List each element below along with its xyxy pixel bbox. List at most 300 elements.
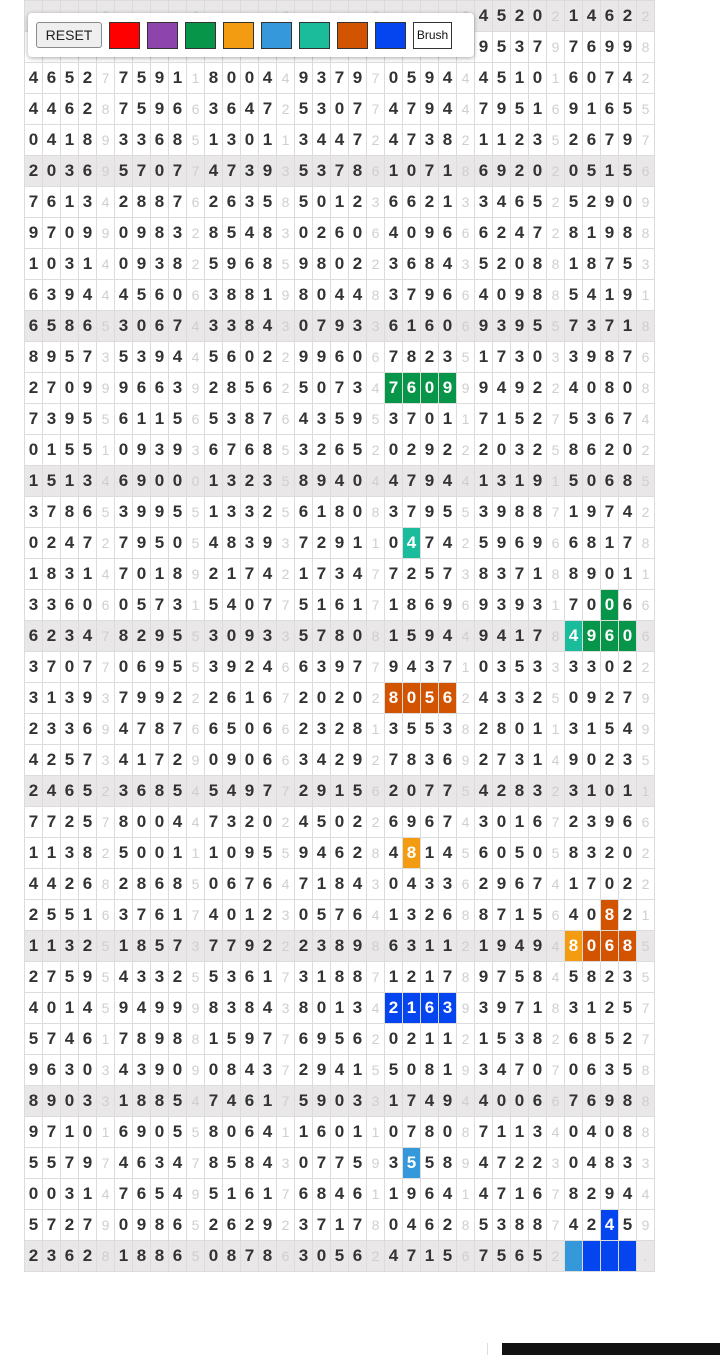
grid-cell[interactable]: 1: [79, 559, 97, 590]
grid-cell[interactable]: 0: [601, 776, 619, 807]
grid-cell[interactable]: 2: [601, 683, 619, 714]
grid-cell[interactable]: 8: [205, 218, 223, 249]
grid-cell[interactable]: 9: [295, 249, 313, 280]
grid-cell[interactable]: 4: [385, 218, 403, 249]
grid-cell[interactable]: 5: [565, 187, 583, 218]
grid-cell[interactable]: 5: [61, 435, 79, 466]
grid-cell[interactable]: 2: [385, 993, 403, 1024]
grid-cell[interactable]: 6: [601, 94, 619, 125]
grid-cell[interactable]: 5: [241, 373, 259, 404]
grid-cell[interactable]: 7: [439, 807, 457, 838]
grid-cell[interactable]: 1: [25, 838, 43, 869]
grid-cell[interactable]: 1: [457, 652, 475, 683]
grid-cell[interactable]: 3: [349, 1086, 367, 1117]
grid-cell[interactable]: 7: [421, 776, 439, 807]
grid-cell[interactable]: 7: [241, 1241, 259, 1272]
grid-cell[interactable]: 8: [97, 869, 115, 900]
grid-cell[interactable]: 3: [313, 714, 331, 745]
grid-cell[interactable]: 3: [295, 745, 313, 776]
grid-cell[interactable]: 0: [205, 745, 223, 776]
grid-cell[interactable]: 4: [439, 94, 457, 125]
grid-cell[interactable]: 5: [205, 962, 223, 993]
grid-cell[interactable]: 5: [295, 373, 313, 404]
grid-cell[interactable]: 2: [25, 962, 43, 993]
grid-cell[interactable]: 5: [475, 1210, 493, 1241]
grid-cell[interactable]: 9: [133, 1117, 151, 1148]
grid-cell[interactable]: 3: [25, 652, 43, 683]
grid-cell[interactable]: 2: [313, 528, 331, 559]
grid-cell[interactable]: 4: [115, 745, 133, 776]
grid-cell[interactable]: 6: [457, 590, 475, 621]
grid-cell[interactable]: 0: [25, 1179, 43, 1210]
grid-cell[interactable]: 9: [619, 32, 637, 63]
grid-cell[interactable]: 7: [493, 342, 511, 373]
grid-cell[interactable]: 1: [61, 1117, 79, 1148]
grid-cell[interactable]: 7: [475, 94, 493, 125]
grid-cell[interactable]: 4: [583, 1148, 601, 1179]
grid-cell[interactable]: 7: [331, 900, 349, 931]
grid-cell[interactable]: 6: [637, 156, 655, 187]
grid-cell[interactable]: 8: [619, 466, 637, 497]
grid-cell[interactable]: 5: [169, 776, 187, 807]
grid-cell[interactable]: 6: [385, 311, 403, 342]
grid-cell[interactable]: 8: [223, 528, 241, 559]
grid-cell[interactable]: 1: [349, 528, 367, 559]
grid-cell[interactable]: 3: [385, 249, 403, 280]
grid-cell[interactable]: 9: [151, 1055, 169, 1086]
grid-cell[interactable]: 5: [61, 63, 79, 94]
grid-cell[interactable]: 3: [277, 621, 295, 652]
grid-cell[interactable]: 3: [529, 1117, 547, 1148]
grid-cell[interactable]: 5: [601, 714, 619, 745]
grid-cell[interactable]: 9: [637, 187, 655, 218]
grid-cell[interactable]: 5: [97, 931, 115, 962]
grid-cell[interactable]: 6: [421, 590, 439, 621]
grid-cell[interactable]: 7: [277, 1055, 295, 1086]
grid-cell[interactable]: 1: [619, 776, 637, 807]
grid-cell[interactable]: 4: [97, 249, 115, 280]
grid-cell[interactable]: 2: [25, 776, 43, 807]
grid-cell[interactable]: 4: [25, 94, 43, 125]
grid-cell[interactable]: 7: [475, 404, 493, 435]
grid-cell[interactable]: 4: [187, 776, 205, 807]
grid-cell[interactable]: 1: [547, 63, 565, 94]
grid-cell[interactable]: 5: [493, 63, 511, 94]
grid-cell[interactable]: 6: [115, 1117, 133, 1148]
grid-cell[interactable]: 7: [403, 1117, 421, 1148]
grid-cell[interactable]: 3: [511, 342, 529, 373]
grid-cell[interactable]: 1: [313, 590, 331, 621]
grid-cell[interactable]: 2: [313, 435, 331, 466]
grid-cell[interactable]: 0: [331, 94, 349, 125]
grid-cell[interactable]: 8: [637, 311, 655, 342]
grid-cell[interactable]: 0: [349, 683, 367, 714]
grid-cell[interactable]: 3: [439, 342, 457, 373]
grid-cell[interactable]: 5: [295, 94, 313, 125]
grid-cell[interactable]: 9: [529, 528, 547, 559]
grid-cell[interactable]: 5: [619, 156, 637, 187]
grid-cell[interactable]: 4: [97, 280, 115, 311]
grid-cell[interactable]: 6: [475, 838, 493, 869]
grid-cell[interactable]: 0: [349, 218, 367, 249]
grid-cell[interactable]: 9: [421, 218, 439, 249]
grid-cell[interactable]: 1: [205, 838, 223, 869]
grid-cell[interactable]: 7: [133, 900, 151, 931]
grid-cell[interactable]: 7: [241, 559, 259, 590]
swatch-light-blue[interactable]: [261, 22, 292, 49]
grid-cell[interactable]: 4: [457, 807, 475, 838]
grid-cell[interactable]: 9: [601, 1086, 619, 1117]
grid-cell[interactable]: 9: [331, 652, 349, 683]
grid-cell[interactable]: 0: [619, 187, 637, 218]
grid-cell[interactable]: 6: [511, 528, 529, 559]
grid-cell[interactable]: 9: [367, 1148, 385, 1179]
grid-cell[interactable]: 9: [187, 745, 205, 776]
grid-cell[interactable]: 6: [151, 125, 169, 156]
grid-cell[interactable]: 7: [619, 528, 637, 559]
grid-cell[interactable]: 6: [439, 218, 457, 249]
grid-cell[interactable]: 6: [187, 94, 205, 125]
grid-cell[interactable]: 0: [385, 1210, 403, 1241]
grid-cell[interactable]: 6: [583, 125, 601, 156]
grid-cell[interactable]: 6: [331, 435, 349, 466]
grid-cell[interactable]: 6: [367, 776, 385, 807]
grid-cell[interactable]: 6: [241, 962, 259, 993]
grid-cell[interactable]: 2: [547, 187, 565, 218]
grid-cell[interactable]: 9: [79, 218, 97, 249]
grid-cell[interactable]: 8: [601, 373, 619, 404]
grid-cell[interactable]: 9: [241, 838, 259, 869]
grid-cell[interactable]: 0: [439, 1117, 457, 1148]
grid-cell[interactable]: 7: [79, 342, 97, 373]
grid-cell[interactable]: 9: [25, 218, 43, 249]
grid-cell[interactable]: 2: [403, 962, 421, 993]
grid-cell[interactable]: 3: [565, 342, 583, 373]
grid-cell[interactable]: 2: [637, 435, 655, 466]
grid-cell[interactable]: 6: [565, 1024, 583, 1055]
grid-cell[interactable]: 5: [457, 776, 475, 807]
grid-cell[interactable]: 3: [367, 869, 385, 900]
grid-cell[interactable]: 4: [403, 652, 421, 683]
grid-cell[interactable]: 7: [151, 745, 169, 776]
grid-cell[interactable]: 9: [313, 1055, 331, 1086]
grid-cell[interactable]: 6: [259, 745, 277, 776]
grid-cell[interactable]: 9: [421, 466, 439, 497]
grid-cell[interactable]: 4: [583, 280, 601, 311]
grid-cell[interactable]: 2: [43, 745, 61, 776]
grid-cell[interactable]: 9: [97, 125, 115, 156]
grid-cell[interactable]: 7: [403, 1086, 421, 1117]
grid-cell[interactable]: 5: [421, 714, 439, 745]
grid-cell[interactable]: 1: [115, 1086, 133, 1117]
grid-cell[interactable]: 6: [601, 466, 619, 497]
grid-cell[interactable]: 2: [619, 869, 637, 900]
grid-cell[interactable]: 7: [511, 993, 529, 1024]
grid-cell[interactable]: 4: [295, 404, 313, 435]
grid-cell[interactable]: 9: [583, 559, 601, 590]
grid-cell[interactable]: 0: [61, 373, 79, 404]
grid-cell[interactable]: 1: [61, 466, 79, 497]
grid-cell[interactable]: 9: [583, 621, 601, 652]
grid-cell[interactable]: 6: [25, 280, 43, 311]
grid-cell[interactable]: 6: [565, 528, 583, 559]
grid-cell[interactable]: 4: [79, 280, 97, 311]
grid-cell[interactable]: 0: [115, 435, 133, 466]
grid-cell[interactable]: 0: [79, 590, 97, 621]
grid-cell[interactable]: 3: [385, 714, 403, 745]
grid-cell[interactable]: 2: [79, 94, 97, 125]
grid-cell[interactable]: 5: [457, 838, 475, 869]
grid-cell[interactable]: 2: [295, 683, 313, 714]
grid-cell[interactable]: 3: [223, 404, 241, 435]
grid-cell[interactable]: 2: [475, 745, 493, 776]
grid-cell[interactable]: 9: [331, 311, 349, 342]
grid-cell[interactable]: 0: [43, 1179, 61, 1210]
grid-cell[interactable]: 3: [169, 218, 187, 249]
grid-cell[interactable]: 1: [349, 1055, 367, 1086]
grid-cell[interactable]: 8: [169, 869, 187, 900]
grid-cell[interactable]: 5: [619, 249, 637, 280]
grid-cell[interactable]: 4: [169, 342, 187, 373]
grid-cell[interactable]: 3: [367, 187, 385, 218]
grid-cell[interactable]: 1: [169, 900, 187, 931]
grid-cell[interactable]: 8: [457, 962, 475, 993]
grid-cell[interactable]: 0: [259, 807, 277, 838]
grid-cell[interactable]: 3: [241, 528, 259, 559]
grid-cell[interactable]: 1: [583, 94, 601, 125]
grid-cell[interactable]: 8: [565, 435, 583, 466]
grid-cell[interactable]: 4: [475, 1, 493, 32]
grid-cell[interactable]: 1: [385, 962, 403, 993]
grid-cell[interactable]: 5: [637, 962, 655, 993]
grid-cell[interactable]: 0: [223, 1117, 241, 1148]
grid-cell[interactable]: 9: [403, 807, 421, 838]
grid-cell[interactable]: 3: [61, 621, 79, 652]
grid-cell[interactable]: 0: [241, 590, 259, 621]
grid-cell[interactable]: 7: [475, 1241, 493, 1272]
grid-cell[interactable]: 2: [331, 745, 349, 776]
grid-cell[interactable]: 1: [349, 1117, 367, 1148]
grid-cell[interactable]: 3: [241, 497, 259, 528]
grid-cell[interactable]: 0: [223, 838, 241, 869]
grid-cell[interactable]: 4: [79, 621, 97, 652]
grid-cell[interactable]: 1: [349, 590, 367, 621]
grid-cell[interactable]: 3: [223, 807, 241, 838]
grid-cell[interactable]: 9: [619, 280, 637, 311]
grid-cell[interactable]: 8: [331, 962, 349, 993]
grid-cell[interactable]: 6: [583, 1086, 601, 1117]
grid-cell[interactable]: 2: [457, 931, 475, 962]
grid-cell[interactable]: 7: [475, 1117, 493, 1148]
grid-cell[interactable]: 9: [259, 156, 277, 187]
grid-cell[interactable]: 0: [583, 900, 601, 931]
grid-cell[interactable]: 0: [169, 528, 187, 559]
grid-cell[interactable]: 5: [619, 94, 637, 125]
grid-cell[interactable]: 7: [133, 156, 151, 187]
grid-cell[interactable]: 4: [511, 931, 529, 962]
grid-cell[interactable]: 9: [475, 590, 493, 621]
grid-cell[interactable]: 9: [97, 373, 115, 404]
grid-cell[interactable]: 1: [241, 900, 259, 931]
grid-cell[interactable]: 7: [259, 776, 277, 807]
grid-cell[interactable]: 9: [421, 621, 439, 652]
grid-cell[interactable]: 3: [223, 466, 241, 497]
grid-cell[interactable]: 4: [385, 466, 403, 497]
grid-cell[interactable]: 3: [421, 745, 439, 776]
grid-cell[interactable]: 4: [331, 466, 349, 497]
grid-cell[interactable]: 8: [295, 993, 313, 1024]
grid-cell[interactable]: 7: [187, 900, 205, 931]
grid-cell[interactable]: 5: [277, 466, 295, 497]
grid-cell[interactable]: 3: [79, 466, 97, 497]
grid-cell[interactable]: 9: [169, 993, 187, 1024]
grid-cell[interactable]: 0: [43, 993, 61, 1024]
grid-cell[interactable]: 4: [277, 869, 295, 900]
grid-cell[interactable]: 7: [565, 32, 583, 63]
grid-cell[interactable]: 6: [151, 373, 169, 404]
grid-cell[interactable]: 1: [97, 435, 115, 466]
grid-cell[interactable]: 0: [25, 125, 43, 156]
grid-cell[interactable]: 4: [331, 1179, 349, 1210]
grid-cell[interactable]: 0: [529, 156, 547, 187]
grid-cell[interactable]: 5: [133, 280, 151, 311]
grid-cell[interactable]: 1: [637, 559, 655, 590]
grid-cell[interactable]: 9: [187, 373, 205, 404]
grid-cell[interactable]: 7: [259, 590, 277, 621]
grid-cell[interactable]: 6: [187, 187, 205, 218]
grid-cell[interactable]: 8: [187, 1024, 205, 1055]
grid-cell[interactable]: 2: [493, 249, 511, 280]
grid-cell[interactable]: 2: [169, 683, 187, 714]
grid-cell[interactable]: 5: [565, 280, 583, 311]
grid-cell[interactable]: 6: [223, 869, 241, 900]
grid-cell[interactable]: 2: [79, 1241, 97, 1272]
grid-cell[interactable]: 0: [583, 931, 601, 962]
grid-cell[interactable]: 8: [151, 776, 169, 807]
grid-cell[interactable]: 1: [565, 497, 583, 528]
grid-cell[interactable]: 4: [583, 1, 601, 32]
grid-cell[interactable]: 3: [223, 962, 241, 993]
grid-cell[interactable]: 6: [421, 1179, 439, 1210]
grid-cell[interactable]: 2: [61, 1210, 79, 1241]
grid-cell[interactable]: 0: [529, 838, 547, 869]
grid-cell[interactable]: 3: [187, 435, 205, 466]
grid-cell[interactable]: 5: [565, 962, 583, 993]
grid-cell[interactable]: 0: [115, 652, 133, 683]
grid-cell[interactable]: 7: [43, 1024, 61, 1055]
grid-cell[interactable]: 0: [223, 900, 241, 931]
grid-cell[interactable]: 8: [403, 342, 421, 373]
grid-cell[interactable]: 5: [637, 466, 655, 497]
grid-cell[interactable]: 6: [133, 1179, 151, 1210]
grid-cell[interactable]: 1: [79, 900, 97, 931]
grid-cell[interactable]: 3: [457, 187, 475, 218]
grid-cell[interactable]: 1: [385, 156, 403, 187]
grid-cell[interactable]: 8: [583, 962, 601, 993]
grid-cell[interactable]: 5: [169, 1117, 187, 1148]
grid-cell[interactable]: 5: [601, 1024, 619, 1055]
grid-cell[interactable]: 2: [61, 807, 79, 838]
grid-cell[interactable]: 7: [349, 1210, 367, 1241]
grid-cell[interactable]: 0: [313, 993, 331, 1024]
grid-cell[interactable]: 6: [61, 1241, 79, 1272]
grid-cell[interactable]: 7: [277, 776, 295, 807]
grid-cell[interactable]: 0: [385, 528, 403, 559]
grid-cell[interactable]: 6: [223, 1210, 241, 1241]
grid-cell[interactable]: 3: [295, 435, 313, 466]
grid-cell[interactable]: 7: [547, 1210, 565, 1241]
grid-cell[interactable]: 5: [277, 838, 295, 869]
grid-cell[interactable]: 9: [601, 807, 619, 838]
grid-cell[interactable]: 5: [169, 404, 187, 435]
grid-cell[interactable]: 7: [565, 590, 583, 621]
grid-cell[interactable]: 1: [133, 404, 151, 435]
grid-cell[interactable]: 0: [403, 683, 421, 714]
grid-cell[interactable]: 3: [583, 838, 601, 869]
grid-cell[interactable]: 6: [223, 342, 241, 373]
grid-cell[interactable]: 6: [421, 311, 439, 342]
grid-cell[interactable]: 1: [25, 931, 43, 962]
grid-cell[interactable]: 3: [385, 497, 403, 528]
grid-cell[interactable]: 6: [277, 745, 295, 776]
grid-cell[interactable]: 3: [151, 962, 169, 993]
grid-cell[interactable]: 2: [619, 1024, 637, 1055]
grid-cell[interactable]: 8: [637, 1086, 655, 1117]
grid-cell[interactable]: 4: [565, 621, 583, 652]
grid-cell[interactable]: 5: [187, 1210, 205, 1241]
grid-cell[interactable]: 3: [277, 528, 295, 559]
grid-cell[interactable]: 2: [637, 652, 655, 683]
grid-cell[interactable]: 9: [61, 404, 79, 435]
grid-cell[interactable]: 8: [151, 1086, 169, 1117]
grid-cell[interactable]: 4: [97, 1179, 115, 1210]
grid-cell[interactable]: 8: [511, 776, 529, 807]
grid-cell[interactable]: 5: [295, 590, 313, 621]
grid-cell[interactable]: 4: [97, 187, 115, 218]
grid-cell[interactable]: 4: [457, 466, 475, 497]
grid-cell[interactable]: 8: [421, 1055, 439, 1086]
grid-cell[interactable]: 2: [619, 652, 637, 683]
grid-cell[interactable]: 6: [331, 838, 349, 869]
grid-cell[interactable]: 8: [331, 497, 349, 528]
grid-cell[interactable]: 4: [637, 404, 655, 435]
grid-cell[interactable]: 3: [295, 962, 313, 993]
grid-cell[interactable]: 9: [25, 1117, 43, 1148]
grid-cell[interactable]: 9: [421, 497, 439, 528]
grid-cell[interactable]: 1: [511, 807, 529, 838]
grid-cell[interactable]: 6: [187, 714, 205, 745]
grid-cell[interactable]: 2: [97, 776, 115, 807]
grid-cell[interactable]: 2: [637, 1, 655, 32]
grid-cell[interactable]: 6: [583, 435, 601, 466]
grid-cell[interactable]: 3: [565, 714, 583, 745]
grid-cell[interactable]: 8: [421, 1117, 439, 1148]
grid-cell[interactable]: 3: [637, 1148, 655, 1179]
grid-cell[interactable]: 4: [241, 1055, 259, 1086]
grid-cell[interactable]: 5: [43, 900, 61, 931]
grid-cell[interactable]: 9: [421, 435, 439, 466]
grid-cell[interactable]: 5: [223, 218, 241, 249]
grid-cell[interactable]: 8: [205, 1148, 223, 1179]
grid-cell[interactable]: 0: [313, 187, 331, 218]
grid-cell[interactable]: 9: [295, 838, 313, 869]
grid-cell[interactable]: 3: [439, 714, 457, 745]
grid-cell[interactable]: 5: [259, 838, 277, 869]
grid-cell[interactable]: 6: [97, 900, 115, 931]
grid-cell[interactable]: 2: [241, 652, 259, 683]
grid-cell[interactable]: 8: [151, 218, 169, 249]
grid-cell[interactable]: 0: [295, 218, 313, 249]
